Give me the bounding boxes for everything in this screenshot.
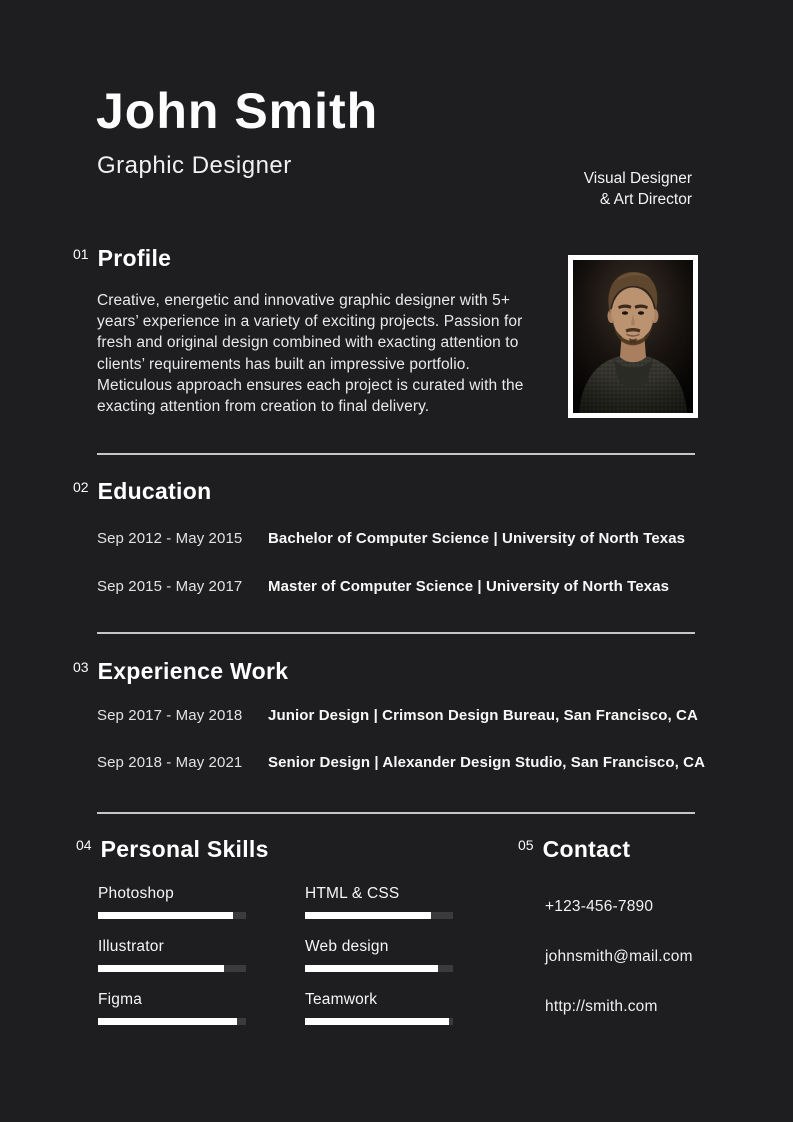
- section-heading-contact: [518, 837, 630, 861]
- skill-label: Web design: [305, 938, 389, 955]
- experience-description: Senior Design | Alexander Design Studio, San Francisco, CA: [268, 754, 706, 771]
- skill-label: Illustrator: [98, 938, 164, 955]
- job-title: Graphic Designer: [97, 152, 292, 179]
- divider: [97, 632, 695, 634]
- contact-phone: +123-456-7890: [545, 898, 654, 915]
- skills-column-right: [305, 885, 453, 1044]
- section-heading-experience: [73, 659, 288, 683]
- section-number: 04: [76, 837, 92, 853]
- skill-item: [305, 885, 453, 919]
- education-row: [97, 578, 669, 595]
- skill-item: [98, 885, 246, 919]
- skill-progress-fill: [98, 965, 224, 972]
- skill-progress-track: [305, 965, 453, 972]
- skill-progress-fill: [98, 912, 233, 919]
- education-description: Bachelor of Computer Science | University of North Texas: [268, 530, 686, 547]
- skill-item: [305, 938, 453, 972]
- profile-photo: [568, 255, 698, 418]
- profile-text: Creative, energetic and innovative graphic designer with 5+ years’ experience in a variety of exciting projects. Passion for fresh and original design combined with exacting attention to clients’ requirements has built an impressive portfolio. Meticulous approach ensures each project is curated with the exacting attention from creation to final delivery.: [97, 292, 524, 416]
- section-number: 02: [73, 479, 89, 495]
- person-name: John Smith: [96, 83, 379, 139]
- contact-email: johnsmith@mail.com: [545, 948, 693, 965]
- tagline-line-1: Visual Designer: [583, 170, 692, 187]
- tagline: [584, 168, 692, 210]
- skill-progress-fill: [305, 965, 438, 972]
- skill-progress-track: [305, 1018, 453, 1025]
- skill-item: [305, 991, 453, 1025]
- education-dates: Sep 2012 - May 2015: [97, 530, 243, 547]
- skill-progress-track: [98, 912, 246, 919]
- section-heading-education: [73, 479, 211, 503]
- experience-row: [97, 754, 705, 771]
- section-title: Education: [97, 478, 212, 504]
- skills-column-left: [98, 885, 246, 1044]
- skill-label: Teamwork: [305, 991, 378, 1008]
- tagline-line-2: & Art Director: [599, 191, 692, 208]
- education-dates: Sep 2015 - May 2017: [97, 578, 243, 595]
- section-number: 01: [73, 246, 89, 262]
- education-description: Master of Computer Science | University of North Texas: [268, 578, 670, 595]
- section-number: 05: [518, 837, 534, 853]
- section-number: 03: [73, 659, 89, 675]
- section-title: Personal Skills: [100, 836, 269, 862]
- divider: [97, 453, 695, 455]
- section-title: Contact: [542, 836, 631, 862]
- skill-progress-track: [98, 1018, 246, 1025]
- skill-item: [98, 938, 246, 972]
- section-heading-skills: [76, 837, 269, 861]
- skill-label: HTML & CSS: [305, 885, 400, 902]
- experience-description: Junior Design | Crimson Design Bureau, San Francisco, CA: [268, 707, 698, 724]
- skill-progress-fill: [305, 1018, 449, 1025]
- section-title: Profile: [97, 245, 172, 271]
- experience-dates: Sep 2017 - May 2018: [97, 707, 243, 724]
- skill-item: [98, 991, 246, 1025]
- skill-progress-fill: [98, 1018, 237, 1025]
- portrait-illustration: [573, 260, 693, 413]
- skill-label: Figma: [98, 991, 143, 1008]
- section-heading-profile: [73, 246, 171, 270]
- experience-dates: Sep 2018 - May 2021: [97, 754, 243, 771]
- section-title: Experience Work: [97, 658, 289, 684]
- experience-row: [97, 707, 698, 724]
- skill-progress-track: [305, 912, 453, 919]
- education-row: [97, 530, 685, 547]
- contact-list: [545, 898, 693, 1048]
- divider: [97, 812, 695, 814]
- skill-progress-fill: [305, 912, 431, 919]
- skill-progress-track: [98, 965, 246, 972]
- contact-website: http://smith.com: [545, 998, 658, 1015]
- skill-label: Photoshop: [98, 885, 174, 902]
